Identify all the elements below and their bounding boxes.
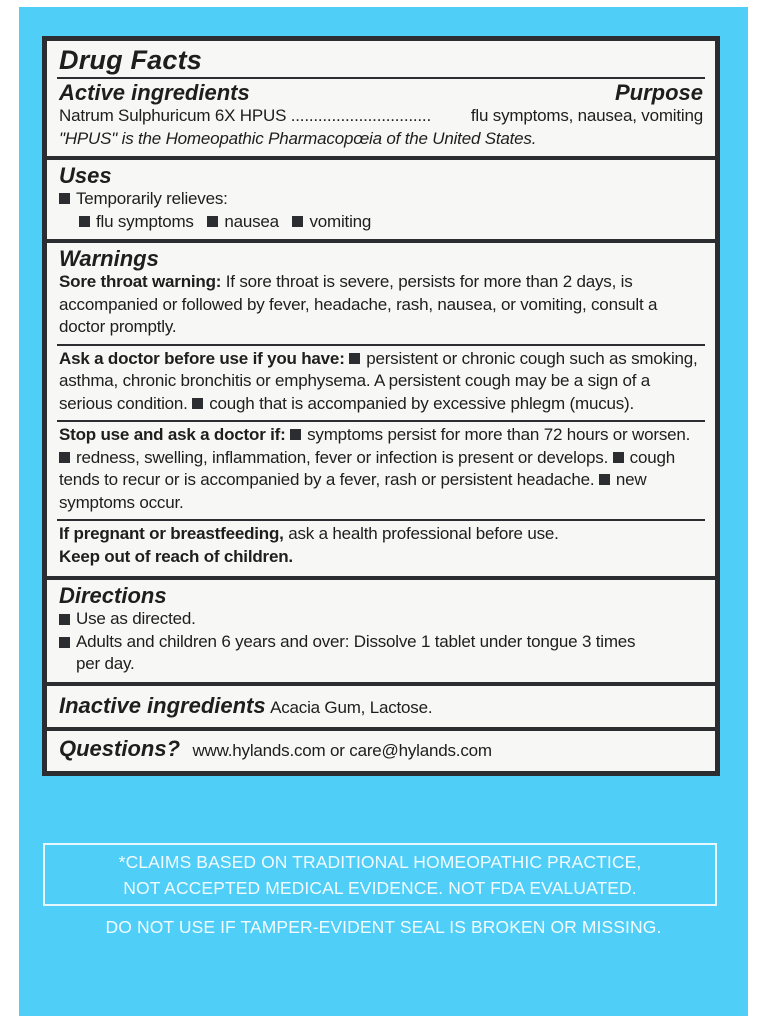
sore-throat-warning [59,271,703,342]
active-ingredient-row [59,105,703,128]
ask-doctor-warning [57,344,705,419]
use-item: vomiting [309,211,372,231]
ask-doctor-label: Ask a doctor before use if you have: [59,348,345,368]
inactive-heading: Inactive ingredients [59,692,266,718]
drug-facts-title: Drug Facts [59,45,203,75]
tamper-seal-warning: DO NOT USE IF TAMPER-EVIDENT SEAL IS BROKEN OR MISSING. [105,917,662,937]
bullet-icon [79,216,90,227]
inactive-text: Acacia Gum, Lactose. [270,697,433,717]
bullet-icon [59,452,70,463]
section-directions [47,580,715,682]
section-uses [47,160,715,239]
bullet-icon [59,637,70,648]
direction-item: Adults and children 6 years and over: Dissolve 1 tablet under tongue 3 times per day. [76,631,636,673]
bullet-icon [290,429,301,440]
bullet-icon [59,614,70,625]
section-inactive-ingredients [47,686,715,728]
bullet-icon [599,474,610,485]
stop-use-item: cough tends to recur or is accompanied by a fever, rash or persistent headache. [59,447,675,489]
uses-list [59,211,703,234]
directions-heading: Directions [59,583,167,608]
drug-facts-frame [42,36,720,776]
pregnancy-warning [57,519,705,546]
questions-heading: Questions? [59,736,181,761]
ask-doctor-item: cough that is accompanied by excessive phlegm (mucus). [209,393,635,413]
uses-intro: Temporarily relieves: [76,189,228,208]
bullet-icon [192,398,203,409]
stop-use-item: new symptoms occur. [59,470,647,512]
bullet-icon [207,216,218,227]
ask-doctor-item: persistent or chronic cough such as smoking, asthma, chronic bronchitis or emphysema. A persistent cough may be a sign of a serious condition. [59,348,698,413]
section-questions [47,731,715,771]
purpose-heading: Purpose [614,80,703,105]
direction-item: Use as directed. [76,609,196,628]
stop-use-item: symptoms persist for more than 72 hours or worsen. [307,425,691,444]
homeopathic-disclaimer [43,843,717,906]
ingredient-name: Natrum Sulphuricum 6X HPUS [59,106,287,125]
section-warnings [47,243,715,576]
use-item: flu symptoms [96,211,194,231]
pregnant-text: ask a health professional before use. [288,524,559,543]
questions-contact: www.hylands.com or care@hylands.com [192,741,492,760]
keep-out-of-reach: Keep out of reach of children. [59,546,293,566]
sore-throat-label: Sore throat warning: [59,272,222,291]
uses-heading: Uses [59,163,112,188]
section-active-ingredients [47,41,715,156]
warnings-heading: Warnings [59,246,159,271]
stop-use-warning [57,420,705,517]
ingredient-purpose: flu symptoms, nausea, vomiting [470,106,703,125]
title-rule [57,77,705,79]
use-item: nausea [224,211,279,231]
pregnant-label: If pregnant or breastfeeding, [59,524,284,543]
disclaimer-line-1: *CLAIMS BASED ON TRADITIONAL HOMEOPATHIC PRACTICE, [118,852,642,872]
active-ingredients-heading: Active ingredients [59,80,250,105]
stop-use-label: Stop use and ask a doctor if: [59,425,286,444]
bullet-icon [292,216,303,227]
stop-use-item: redness, swelling, inflammation, fever or infection is present or develops. [76,447,609,467]
bullet-icon [59,193,70,204]
disclaimer-line-2: NOT ACCEPTED MEDICAL EVIDENCE. NOT FDA EVALUATED. [123,878,637,898]
bullet-icon [613,452,624,463]
leader-dots: ............................... [290,106,431,125]
bullet-icon [349,353,360,364]
hpus-note: "HPUS" is the Homeopathic Pharmacopœia of the United States. [59,128,537,148]
sore-throat-text: If sore throat is severe, persists for more than 2 days, is accompanied or followed by fever, headache, rash, nausea, or vomiting, consult a doctor promptly. [59,272,658,336]
